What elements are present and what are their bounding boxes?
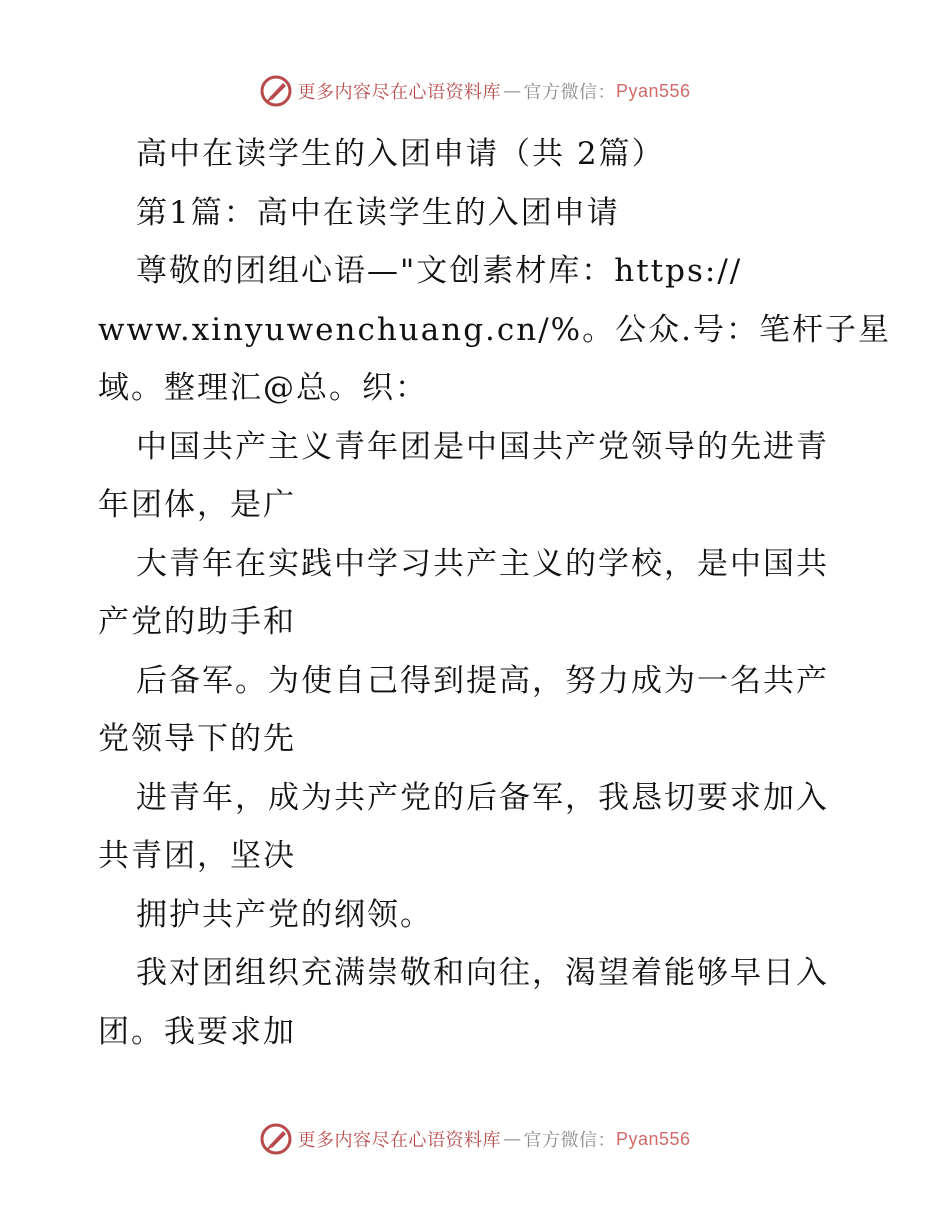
document-line: 尊敬的团组心语—"文创素材库：https:// — [136, 253, 743, 289]
document-line: 团。我要求加 — [98, 1013, 296, 1050]
document-line: 拥护共产党的纲领。 — [136, 896, 433, 933]
watermark-separator: — — [502, 80, 522, 102]
watermark-header — [0, 74, 950, 108]
document-body — [98, 125, 891, 1061]
watermark-footer — [0, 1122, 950, 1156]
watermark-brand: 更多内容尽在心语资料库 — [297, 82, 501, 103]
watermark-separator: — — [502, 1128, 522, 1150]
document-line: 大青年在实践中学习共产主义的学校，是中国共 — [136, 545, 829, 582]
feather-pen-circle-icon — [259, 74, 293, 108]
watermark-wechat-id: Pyan556 — [615, 1128, 691, 1149]
document-line: 域。整理汇@总。织： — [98, 370, 428, 406]
document-line: 中国共产主义青年团是中国共产党领导的先进青 — [136, 428, 829, 465]
document-line: 党领导下的先 — [98, 721, 296, 757]
document-line: 第1篇：高中在读学生的入团申请 — [136, 194, 620, 231]
document-line: 高中在读学生的入团申请（共 2篇） — [136, 136, 665, 172]
document-line: 后备军。为使自己得到提高，努力成为一名共产 — [136, 662, 829, 699]
feather-pen-circle-icon — [259, 1122, 293, 1156]
document-line: 进青年，成为共产党的后备军，我恳切要求加入 — [136, 779, 829, 816]
watermark-official-label: 官方微信： — [523, 82, 616, 103]
document-line: 年团体，是广 — [98, 487, 296, 523]
watermark-official-label: 官方微信： — [523, 1130, 616, 1151]
document-line: www.xinyuwenchuang.cn/%。公众.号：笔杆子星 — [98, 311, 891, 348]
watermark-wechat-id: Pyan556 — [615, 80, 691, 101]
document-line: 我对团组织充满崇敬和向往，渴望着能够早日入 — [136, 955, 829, 991]
document-line: 共青团，坚决 — [98, 838, 296, 874]
document-line: 产党的助手和 — [98, 604, 296, 640]
watermark-brand: 更多内容尽在心语资料库 — [297, 1130, 501, 1151]
